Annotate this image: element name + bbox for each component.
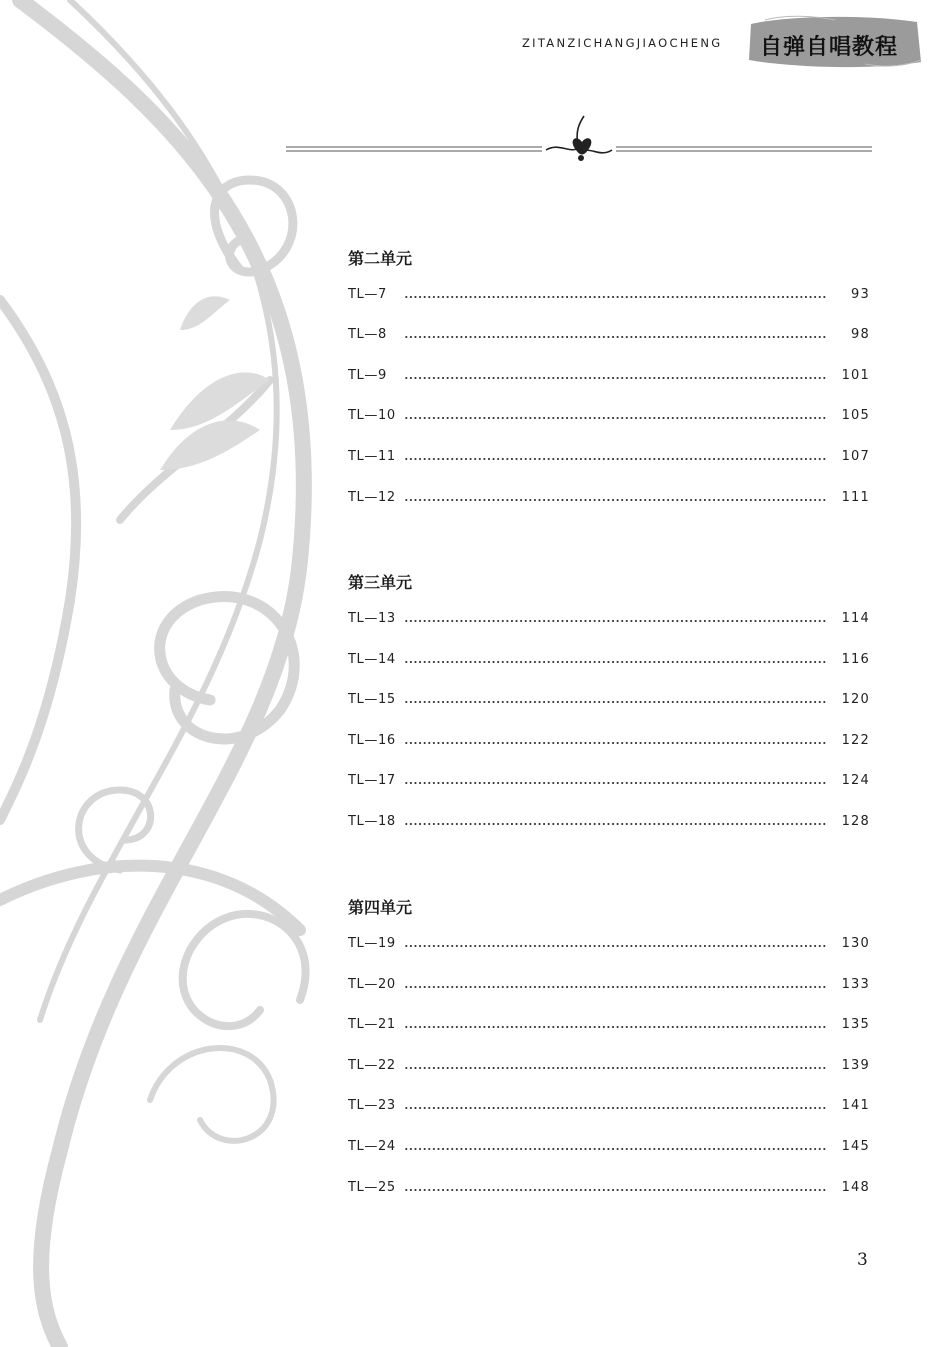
toc-entry[interactable]	[348, 287, 870, 307]
toc-entry-page: 130	[841, 936, 870, 951]
toc-entry-label: TL—17	[348, 773, 396, 788]
toc-entry-label: TL—10	[348, 408, 396, 423]
toc-entry-page: 122	[841, 733, 870, 748]
toc-entry-label: TL—7	[348, 287, 387, 302]
toc-entry-label: TL—11	[348, 449, 396, 464]
toc-entry-page: 124	[841, 773, 870, 788]
toc-entry[interactable]	[348, 977, 870, 997]
dot-leader	[404, 1147, 826, 1151]
toc-entry-label: TL—12	[348, 490, 396, 505]
dot-leader	[404, 944, 826, 948]
toc-entry-label: TL—21	[348, 1017, 396, 1032]
toc-entry-page: 145	[841, 1139, 870, 1154]
toc-entry-label: TL—16	[348, 733, 396, 748]
dot-leader	[404, 700, 826, 704]
section-title: 第四单元	[348, 898, 413, 917]
toc-entry[interactable]	[348, 1098, 870, 1118]
toc-entry[interactable]	[348, 1017, 870, 1037]
toc-entry-label: TL—8	[348, 327, 387, 342]
toc-entry-page: 128	[841, 814, 870, 829]
dot-leader	[404, 1188, 826, 1192]
toc-entry[interactable]	[348, 1058, 870, 1078]
toc-entry-page: 148	[841, 1180, 870, 1195]
dot-leader	[404, 619, 826, 623]
toc-entry[interactable]	[348, 733, 870, 753]
dot-leader	[404, 985, 826, 989]
toc-entry-page: 105	[841, 408, 870, 423]
toc-entry-label: TL—9	[348, 368, 387, 383]
toc-entry[interactable]	[348, 327, 870, 347]
toc-entry[interactable]	[348, 611, 870, 631]
header-title: 自弹自唱教程	[760, 35, 899, 60]
dot-leader	[404, 498, 826, 502]
section-title: 第三单元	[348, 573, 413, 592]
dot-leader	[404, 376, 826, 380]
toc-entry[interactable]	[348, 1139, 870, 1159]
toc-entry[interactable]	[348, 773, 870, 793]
toc-entry[interactable]	[348, 692, 870, 712]
toc-entry[interactable]	[348, 1180, 870, 1200]
dot-leader	[404, 1066, 826, 1070]
dot-leader	[404, 457, 826, 461]
toc-entry[interactable]	[348, 490, 870, 510]
toc-entry-label: TL—15	[348, 692, 396, 707]
dot-leader	[404, 741, 826, 745]
toc-entry-page: 133	[841, 977, 870, 992]
toc-entry-label: TL—23	[348, 1098, 396, 1113]
toc-entry-page: 141	[841, 1098, 870, 1113]
toc-entry[interactable]	[348, 408, 870, 428]
toc-entry-page: 93	[851, 287, 870, 302]
toc-entry-label: TL—13	[348, 611, 396, 626]
toc-entry-page: 120	[841, 692, 870, 707]
dot-leader	[404, 335, 826, 339]
ornamental-divider	[284, 112, 874, 172]
dot-leader	[404, 781, 826, 785]
toc-entry[interactable]	[348, 368, 870, 388]
dot-leader	[404, 822, 826, 826]
toc-entry-label: TL—14	[348, 652, 396, 667]
dot-leader	[404, 295, 826, 299]
dot-leader	[404, 416, 826, 420]
toc-entry-page: 107	[841, 449, 870, 464]
toc-entry-page: 135	[841, 1017, 870, 1032]
toc-entry-page: 139	[841, 1058, 870, 1073]
section-title: 第二单元	[348, 249, 413, 268]
toc-entry-label: TL—18	[348, 814, 396, 829]
toc-entry-page: 111	[841, 490, 870, 505]
toc-entry-page: 114	[841, 611, 870, 626]
toc-entry-page: 101	[841, 368, 870, 383]
toc-entry-page: 98	[851, 327, 870, 342]
toc-entry-label: TL—19	[348, 936, 396, 951]
dot-leader	[404, 1025, 826, 1029]
toc-entry[interactable]	[348, 936, 870, 956]
dot-leader	[404, 660, 826, 664]
page-number: 3	[857, 1250, 868, 1270]
toc-entry[interactable]	[348, 652, 870, 672]
toc-entry-label: TL—20	[348, 977, 396, 992]
toc-entry-label: TL—24	[348, 1139, 396, 1154]
toc-entry[interactable]	[348, 814, 870, 834]
toc-entry-label: TL—22	[348, 1058, 396, 1073]
toc-entry-label: TL—25	[348, 1180, 396, 1195]
header-pinyin: ZITANZICHANGJIAOCHENG	[522, 36, 723, 50]
toc-entry-page: 116	[841, 652, 870, 667]
dot-leader	[404, 1106, 826, 1110]
toc-entry[interactable]	[348, 449, 870, 469]
